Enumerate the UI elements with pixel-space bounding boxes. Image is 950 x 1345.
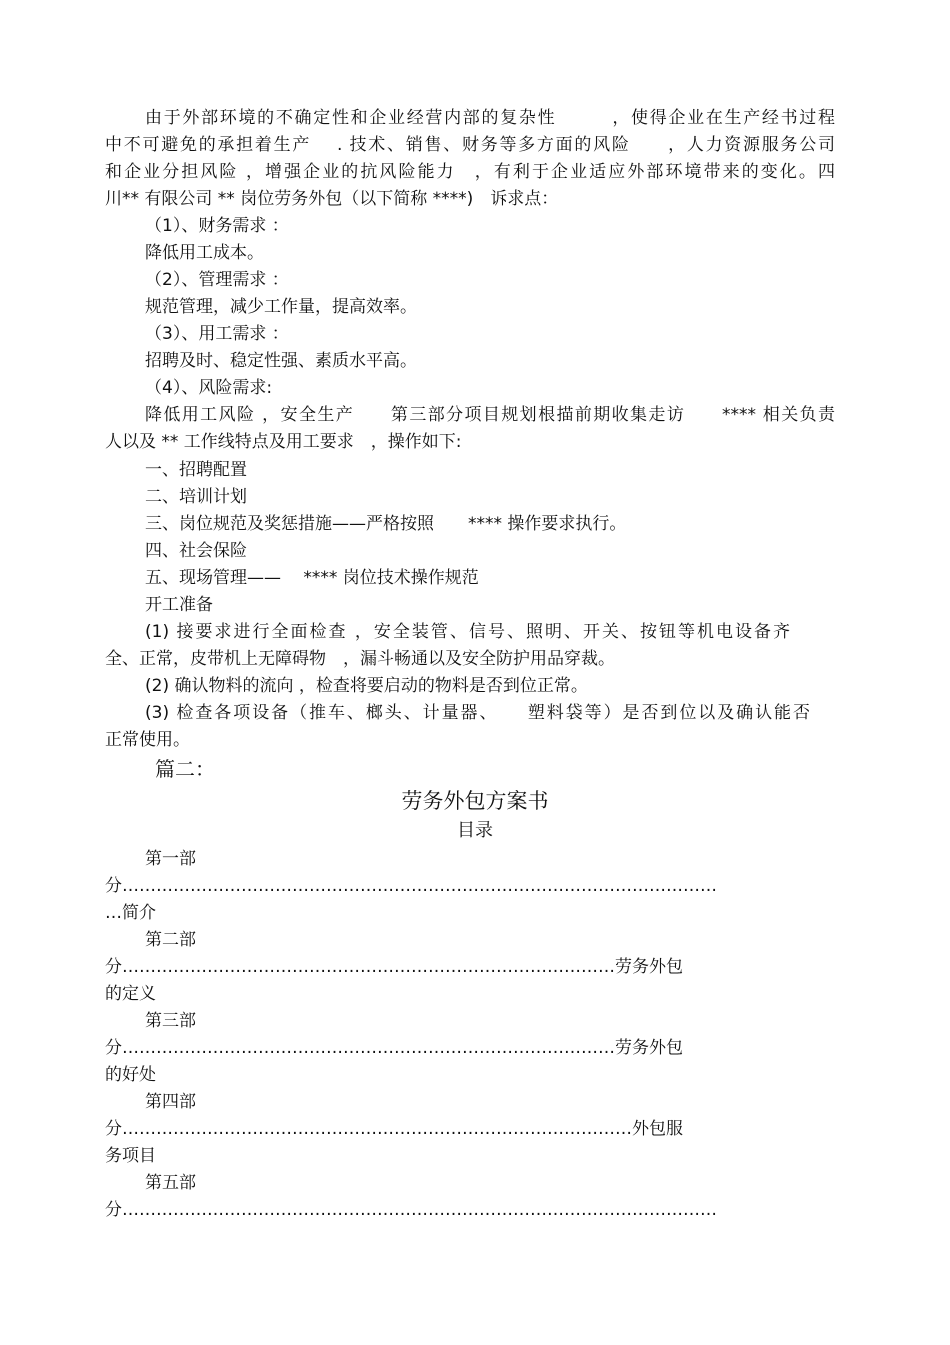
toc-entry-3-title: 的好处 [105, 1065, 156, 1085]
need-1-label: （1）、财务需求 ： [145, 216, 289, 236]
toc-entry-1-leader: 分…………………………………………………………………………………………… [105, 876, 717, 896]
risk-line-1: 降低用工风险 ，安全生产 第三部分项目规划根描前期收集走访 **** 相关负责 [145, 405, 835, 425]
toc-entry-2-title: 的定义 [105, 984, 156, 1004]
item-regulations: 三、岗位规范及奖惩措施——严格按照 **** 操作要求执行。 [145, 514, 627, 534]
need-4-label: （4）、风险需求: [145, 378, 273, 398]
part-two-heading: 篇二： [155, 757, 215, 781]
toc-entry-4-label: 第四部 [145, 1092, 196, 1112]
prep-1-line-1: (1) 接要求进行全面检查 ，安全装管、信号、照明、开关、按钮等机电设备齐 [145, 622, 790, 642]
document-title: 劳务外包方案书 [401, 789, 549, 813]
toc-entry-2-leader: 分……………………………………………………………………………劳务外包 [105, 957, 683, 977]
need-2-content: 规范管理，减少工作量，提高效率。 [145, 297, 417, 317]
risk-line-2: 人以及 ** 工作线特点及用工要求 ，操作如下: [105, 432, 462, 452]
toc-entry-1-label: 第一部 [145, 849, 196, 869]
toc-entry-4-title: 务项目 [105, 1146, 156, 1166]
intro-line-2: 中不可避免的承担着生产 . 技术、销售、财务等多方面的风险 ，人力资源服务公司 [105, 135, 835, 155]
toc-entry-1-title: …简介 [105, 903, 156, 923]
item-insurance: 四、社会保险 [145, 541, 247, 561]
toc-entry-4-leader: 分………………………………………………………………………………外包服 [105, 1119, 683, 1139]
prep-1-line-2: 全、正常，皮带机上无障碍物 ，漏斗畅通以及安全防护用品穿裁。 [105, 649, 615, 669]
toc-entry-3-label: 第三部 [145, 1011, 196, 1031]
item-site-management: 五、现场管理—— **** 岗位技术操作规范 [145, 568, 479, 588]
item-training: 二、培训计划 [145, 487, 247, 507]
intro-line-4: 川** 有限公司 ** 岗位劳务外包（以下简称 ****) 诉求点： [105, 189, 559, 209]
toc-entry-5-label: 第五部 [145, 1173, 196, 1193]
intro-line-3: 和企业分担风险 ，增强企业的抗风险能力 ，有利于企业适应外部环境带来的变化。四 [105, 162, 835, 182]
prep-3-line-2: 正常使用。 [105, 730, 190, 750]
need-2-label: （2）、管理需求 ： [145, 270, 289, 290]
need-1-content: 降低用工成本。 [145, 243, 264, 263]
toc-heading: 目录 [457, 820, 493, 841]
intro-line-1: 由于外部环境的不确定性和企业经营内部的复杂性 ，使得企业在生产经书过程 [145, 108, 835, 128]
item-startup-prep: 开工准备 [145, 595, 213, 615]
prep-3-line-1: (3) 检查各项设备（推车、榔头、计量器、 塑料袋等）是否到位以及确认能否 [145, 703, 810, 723]
toc-entry-3-leader: 分……………………………………………………………………………劳务外包 [105, 1038, 683, 1058]
need-3-content: 招聘及时、稳定性强、素质水平高。 [145, 351, 417, 371]
item-recruitment: 一、招聘配置 [145, 460, 247, 480]
toc-entry-2-label: 第二部 [145, 930, 196, 950]
toc-entry-5-leader: 分…………………………………………………………………………………………… [105, 1200, 717, 1220]
prep-2: (2) 确认物料的流向 ，检查将要启动的物料是否到位正常。 [145, 676, 588, 696]
need-3-label: （3）、用工需求 ： [145, 324, 289, 344]
